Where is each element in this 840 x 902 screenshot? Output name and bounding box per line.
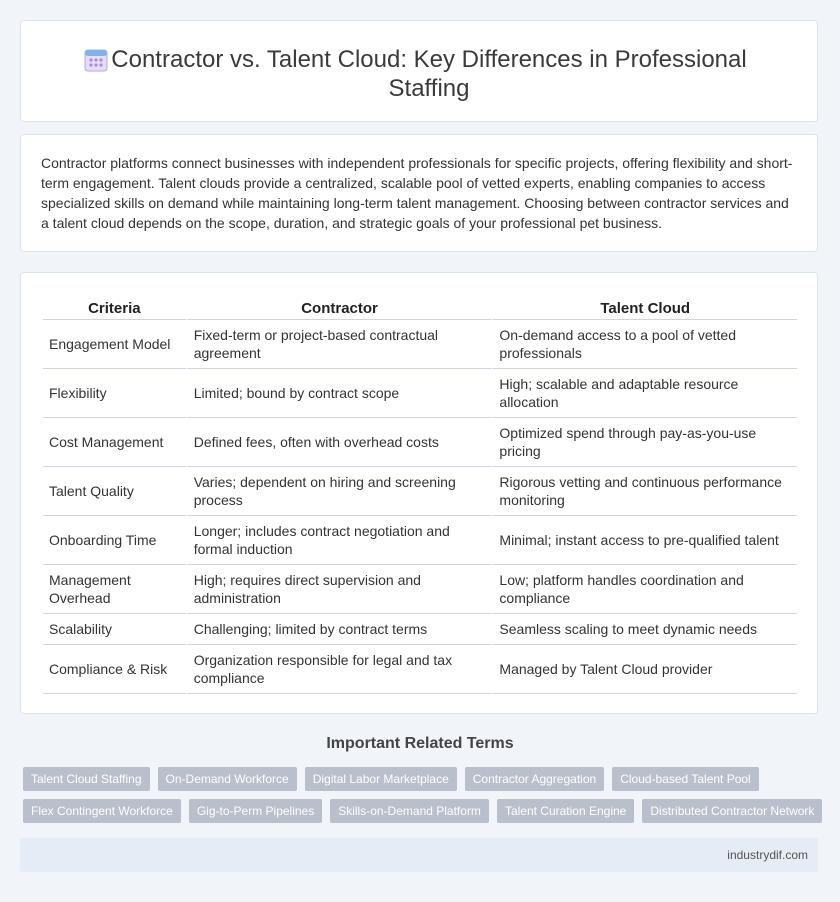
- criteria-cell: Talent Quality: [43, 467, 186, 516]
- contractor-cell: Longer; includes contract negotiation and formal induction: [186, 516, 492, 565]
- intro-paragraph: Contractor platforms connect businesses with independent professionals for specific projects, offering flexibility and short-term engagement. Talent clouds provide a centralized, scalable pool of vetted experts, enabling companies to access specialized skills on demand while maintaining long-term talent management. Choosing between contractor services and a talent cloud depends on the scope, duration, and strategic goals of your professional pet business.: [41, 155, 793, 231]
- talent-cloud-cell: High; scalable and adaptable resource allocation: [491, 369, 797, 418]
- footer-site-link[interactable]: industrydif.com: [727, 848, 808, 862]
- related-term-tag[interactable]: Cloud-based Talent Pool: [612, 767, 759, 791]
- criteria-cell: Cost Management: [43, 418, 186, 467]
- criteria-cell: Compliance & Risk: [43, 645, 186, 694]
- criteria-cell: Management Overhead: [43, 565, 186, 614]
- tag-row: [23, 767, 823, 791]
- table-row: [43, 614, 797, 645]
- criteria-cell: Onboarding Time: [43, 516, 186, 565]
- related-term-tag[interactable]: Digital Labor Marketplace: [305, 767, 457, 791]
- talent-cloud-cell: Managed by Talent Cloud provider: [491, 645, 797, 694]
- criteria-cell: Scalability: [43, 614, 186, 645]
- related-term-tag[interactable]: Skills-on-Demand Platform: [330, 799, 489, 823]
- table-row: [43, 369, 797, 418]
- comparison-table: [43, 297, 797, 694]
- comparison-card: [20, 272, 818, 714]
- related-term-tag[interactable]: On-Demand Workforce: [158, 767, 297, 791]
- contractor-cell: Limited; bound by contract scope: [186, 369, 492, 418]
- talent-cloud-cell: Optimized spend through pay-as-you-use pricing: [491, 418, 797, 467]
- table-row: [43, 645, 797, 694]
- contractor-cell: Fixed-term or project-based contractual agreement: [186, 320, 492, 369]
- contractor-cell: Defined fees, often with overhead costs: [186, 418, 492, 467]
- related-term-tag[interactable]: Talent Curation Engine: [497, 799, 634, 823]
- related-term-tag[interactable]: Gig-to-Perm Pipelines: [189, 799, 322, 823]
- table-row: [43, 565, 797, 614]
- table-row: [43, 320, 797, 369]
- talent-cloud-cell: Low; platform handles coordination and compliance: [491, 565, 797, 614]
- talent-cloud-cell: Minimal; instant access to pre-qualified talent: [491, 516, 797, 565]
- tag-row: [23, 799, 823, 823]
- header-criteria: Criteria: [43, 297, 186, 320]
- related-term-tag[interactable]: Distributed Contractor Network: [642, 799, 822, 823]
- intro-card: [20, 134, 818, 252]
- header-talent-cloud: Talent Cloud: [491, 297, 797, 320]
- talent-cloud-cell: On-demand access to a pool of vetted professionals: [491, 320, 797, 369]
- table-row: [43, 467, 797, 516]
- title-card: [20, 20, 818, 122]
- talent-cloud-cell: Rigorous vetting and continuous performance monitoring: [491, 467, 797, 516]
- related-terms-title: Important Related Terms: [326, 735, 514, 752]
- related-term-tag[interactable]: Flex Contingent Workforce: [23, 799, 181, 823]
- page-title: Contractor vs. Talent Cloud: Key Differences in Professional Staffing: [111, 46, 747, 102]
- table-header-row: [43, 297, 797, 320]
- related-terms-list: [23, 767, 823, 831]
- related-term-tag[interactable]: Contractor Aggregation: [465, 767, 604, 791]
- footer: [20, 838, 818, 872]
- table-row: [43, 418, 797, 467]
- talent-cloud-cell: Seamless scaling to meet dynamic needs: [491, 614, 797, 645]
- header-contractor: Contractor: [186, 297, 492, 320]
- table-row: [43, 516, 797, 565]
- criteria-cell: Flexibility: [43, 369, 186, 418]
- contractor-cell: Challenging; limited by contract terms: [186, 614, 492, 645]
- contractor-cell: Organization responsible for legal and tax compliance: [186, 645, 492, 694]
- related-term-tag[interactable]: Talent Cloud Staffing: [23, 767, 150, 791]
- criteria-cell: Engagement Model: [43, 320, 186, 369]
- contractor-cell: High; requires direct supervision and administration: [186, 565, 492, 614]
- contractor-cell: Varies; dependent on hiring and screening process: [186, 467, 492, 516]
